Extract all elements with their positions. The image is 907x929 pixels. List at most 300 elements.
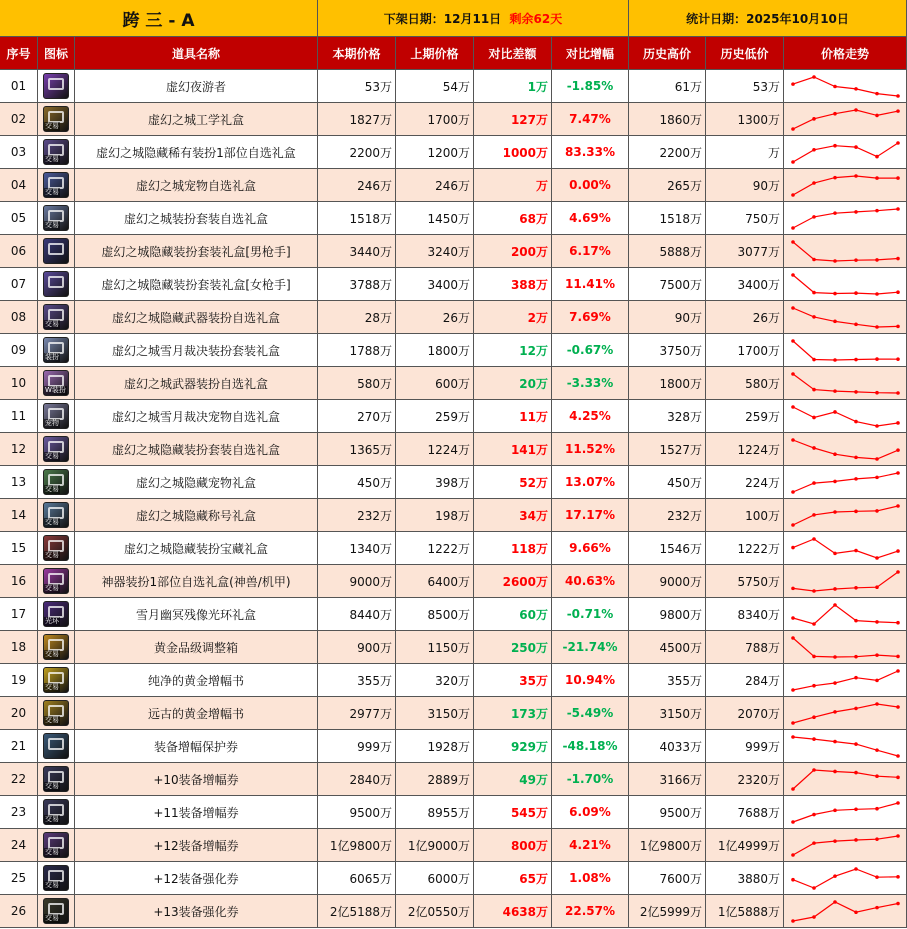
trend-line	[793, 341, 898, 360]
trend-point	[812, 415, 816, 419]
history-low-text: 259万	[745, 409, 780, 424]
item-icon-cell[interactable]	[38, 268, 75, 301]
item-name[interactable]	[75, 136, 318, 169]
item-name[interactable]	[75, 301, 318, 334]
price-change-percent	[552, 565, 629, 598]
item-name[interactable]	[75, 532, 318, 565]
delist-label: 下架日期：	[383, 11, 444, 26]
header-title	[0, 0, 318, 37]
row-number	[0, 895, 38, 928]
trend-point	[854, 258, 858, 262]
price-difference-text: 1万	[527, 79, 548, 94]
trend-point	[875, 113, 879, 117]
current-price-text: 28万	[364, 310, 392, 325]
history-low	[706, 829, 784, 862]
price-change-percent	[552, 268, 629, 301]
price-change-percent-text: 17.17%	[565, 508, 615, 522]
trend-point	[791, 306, 795, 310]
price-change-percent	[552, 103, 629, 136]
trend-sparkline	[787, 601, 904, 628]
weapon-costume-box-icon	[43, 370, 69, 396]
price-change-percent	[552, 367, 629, 400]
previous-price	[396, 730, 474, 763]
history-low	[706, 268, 784, 301]
row-number-text: 20	[10, 706, 27, 720]
price-change-percent	[552, 829, 629, 862]
current-price	[318, 499, 396, 532]
item-name-text: 虚幻之城隐藏称号礼盒	[135, 508, 256, 523]
trend-point	[791, 82, 795, 86]
history-high-text: 9800万	[659, 607, 702, 622]
previous-price-text: 1200万	[427, 145, 470, 160]
item-icon-cell[interactable]	[38, 664, 75, 697]
trend-point	[875, 154, 879, 158]
trend-point	[854, 455, 858, 459]
trend-point	[854, 910, 858, 914]
item-icon-cell[interactable]	[38, 466, 75, 499]
item-name[interactable]	[75, 169, 318, 202]
price-change-percent-text: -3.33%	[566, 376, 614, 390]
trend-sparkline	[787, 172, 904, 199]
history-low-text: 999万	[745, 739, 780, 754]
price-change-percent-text: 0.00%	[569, 178, 611, 192]
item-name-text: 虚幻夜游者	[165, 79, 226, 94]
history-low	[706, 730, 784, 763]
row-number	[0, 301, 38, 334]
row-number-text: 25	[10, 871, 27, 885]
trend-line	[793, 869, 898, 888]
price-change-percent-text: -0.71%	[566, 607, 614, 621]
trend-point	[875, 678, 879, 682]
price-difference	[474, 70, 552, 103]
item-icon-cell[interactable]	[38, 70, 75, 103]
price-difference-text: 2万	[527, 310, 548, 325]
history-low-text: 1300万	[737, 112, 780, 127]
trend-line	[793, 539, 898, 558]
item-name[interactable]	[75, 466, 318, 499]
history-high	[629, 829, 706, 862]
item-icon-cell[interactable]	[38, 598, 75, 631]
item-icon-cell[interactable]	[38, 301, 75, 334]
delist-date: 12月11日	[443, 11, 502, 26]
row-number	[0, 268, 38, 301]
item-tag: 交易	[45, 485, 59, 493]
price-change-percent-text: 6.09%	[569, 805, 611, 819]
current-price-text: 1518万	[349, 211, 392, 226]
history-low	[706, 499, 784, 532]
previous-price-text: 3150万	[427, 706, 470, 721]
item-icon-cell[interactable]	[38, 334, 75, 367]
item-name[interactable]	[75, 334, 318, 367]
item-name[interactable]	[75, 664, 318, 697]
item-name[interactable]	[75, 631, 318, 664]
trend-point	[812, 75, 816, 79]
price-change-percent-text: 6.17%	[569, 244, 611, 258]
previous-price-text: 1224万	[427, 442, 470, 457]
trend-point	[896, 654, 900, 658]
previous-price	[396, 268, 474, 301]
trend-point	[833, 900, 837, 904]
history-high-text: 2200万	[659, 145, 702, 160]
trend-point	[875, 509, 879, 513]
trend-point	[854, 585, 858, 589]
item-name-text: 黄金品级调整箱	[153, 640, 238, 655]
history-low	[706, 136, 784, 169]
row-number	[0, 565, 38, 598]
price-difference-text: 388万	[510, 277, 548, 292]
history-low	[706, 697, 784, 730]
price-trend	[784, 103, 907, 136]
protect-ticket-icon	[43, 733, 69, 759]
price-difference-text: 68万	[519, 211, 548, 226]
item-icon-cell[interactable]	[38, 103, 75, 136]
price-difference	[474, 730, 552, 763]
item-icon-cell[interactable]	[38, 895, 75, 928]
item-name-text: 虚幻之城隐藏稀有装扮1部位自选礼盒	[96, 145, 296, 160]
price-change-percent	[552, 697, 629, 730]
history-high	[629, 268, 706, 301]
item-tag: 交易	[45, 122, 59, 130]
row-number	[0, 598, 38, 631]
trend-point	[854, 357, 858, 361]
current-price-text: 355万	[357, 673, 392, 688]
trend-point	[896, 448, 900, 452]
row-number-text: 26	[10, 904, 27, 918]
column-header-no	[0, 37, 38, 70]
mecha-box-icon	[43, 568, 69, 594]
item-tag: 交易	[45, 221, 59, 229]
current-price	[318, 268, 396, 301]
item-name[interactable]	[75, 598, 318, 631]
history-high-text: 1800万	[659, 376, 702, 391]
item-icon-cell[interactable]	[38, 730, 75, 763]
trend-sparkline	[787, 535, 904, 562]
item-icon-cell[interactable]	[38, 631, 75, 664]
gunner-m-box-icon	[43, 238, 69, 264]
item-name-text: 虚幻之城雪月裁决装扮套装礼盒	[111, 343, 280, 358]
trend-line	[793, 671, 898, 690]
item-name[interactable]	[75, 895, 318, 928]
price-difference-text: 141万	[510, 442, 548, 457]
history-high-text: 355万	[667, 673, 702, 688]
trend-point	[833, 452, 837, 456]
price-change-percent	[552, 532, 629, 565]
trend-point	[833, 389, 837, 393]
history-high	[629, 202, 706, 235]
pure-gold-scroll-icon	[43, 667, 69, 693]
price-trend	[784, 70, 907, 103]
trend-point	[854, 322, 858, 326]
item-name[interactable]	[75, 433, 318, 466]
item-name[interactable]	[75, 763, 318, 796]
trend-point	[896, 901, 900, 905]
item-icon-cell[interactable]	[38, 499, 75, 532]
hidden-pet-box-icon	[43, 469, 69, 495]
trend-point	[791, 372, 795, 376]
row-number-text: 06	[10, 244, 27, 258]
price-difference	[474, 367, 552, 400]
trend-sparkline	[787, 766, 904, 793]
current-price	[318, 235, 396, 268]
price-change-percent-text: 4.21%	[569, 838, 611, 852]
item-name[interactable]	[75, 565, 318, 598]
item-name[interactable]	[75, 103, 318, 136]
item-icon-cell[interactable]	[38, 796, 75, 829]
history-low-text: 3880万	[737, 871, 780, 886]
trend-point	[812, 841, 816, 845]
trend-point	[875, 702, 879, 706]
item-name[interactable]	[75, 400, 318, 433]
item-icon-cell[interactable]	[38, 862, 75, 895]
current-price	[318, 301, 396, 334]
trend-line	[793, 110, 898, 129]
item-icon-cell[interactable]	[38, 367, 75, 400]
price-change-percent	[552, 433, 629, 466]
trend-point	[875, 390, 879, 394]
history-low-text: 3077万	[737, 244, 780, 259]
history-low-text: 750万	[745, 211, 780, 226]
trend-line	[793, 209, 898, 228]
ancient-gold-scroll-icon	[43, 700, 69, 726]
trend-point	[875, 457, 879, 461]
gold-adjust-box-icon	[43, 634, 69, 660]
history-high	[629, 895, 706, 928]
column-header-pct	[552, 37, 629, 70]
column-header-label: 本期价格	[332, 46, 381, 61]
price-trend	[784, 532, 907, 565]
history-high-text: 9000万	[659, 574, 702, 589]
history-high-text: 7500万	[659, 277, 702, 292]
price-trend	[784, 730, 907, 763]
trend-point	[833, 681, 837, 685]
trend-point	[896, 94, 900, 98]
trend-point	[896, 705, 900, 709]
row-number	[0, 763, 38, 796]
trend-point	[791, 787, 795, 791]
previous-price-text: 2889万	[427, 772, 470, 787]
history-low	[706, 169, 784, 202]
trend-point	[791, 193, 795, 197]
trend-sparkline	[787, 436, 904, 463]
item-tag: 装扮	[45, 353, 59, 361]
previous-price-text: 1450万	[427, 211, 470, 226]
price-change-percent-text: -21.74%	[562, 640, 618, 654]
price-difference	[474, 301, 552, 334]
price-change-percent-text: 11.52%	[565, 442, 615, 456]
row-number-text: 04	[10, 178, 27, 192]
current-price-text: 9500万	[349, 805, 392, 820]
history-high-text: 7600万	[659, 871, 702, 886]
trend-point	[812, 915, 816, 919]
current-price-text: 246万	[357, 178, 392, 193]
price-difference	[474, 268, 552, 301]
price-difference-text: 20万	[519, 376, 548, 391]
trend-point	[833, 211, 837, 215]
item-icon-cell[interactable]	[38, 169, 75, 202]
item-icon-cell[interactable]	[38, 532, 75, 565]
trend-point	[812, 537, 816, 541]
item-tag: 宠物	[45, 419, 59, 427]
item-name[interactable]	[75, 697, 318, 730]
trend-point	[812, 768, 816, 772]
item-tag: 交易	[45, 716, 59, 724]
row-number	[0, 367, 38, 400]
item-icon-cell[interactable]	[38, 136, 75, 169]
price-difference-text: 800万	[510, 838, 548, 853]
trend-point	[875, 806, 879, 810]
history-low	[706, 598, 784, 631]
current-price-text: 1亿9800万	[329, 838, 392, 853]
trend-point	[896, 620, 900, 624]
price-change-percent-text: 1.08%	[569, 871, 611, 885]
item-icon-cell[interactable]	[38, 565, 75, 598]
price-difference	[474, 598, 552, 631]
previous-price	[396, 103, 474, 136]
row-number-text: 12	[10, 442, 27, 456]
price-difference	[474, 565, 552, 598]
trend-point	[875, 258, 879, 262]
column-header-label: 序号	[6, 46, 31, 61]
trend-sparkline	[787, 502, 904, 529]
price-change-percent	[552, 301, 629, 334]
row-number	[0, 334, 38, 367]
item-name-text: 远古的黄金增幅书	[147, 706, 244, 721]
item-name[interactable]	[75, 730, 318, 763]
item-icon-cell[interactable]	[38, 433, 75, 466]
previous-price-text: 600万	[435, 376, 470, 391]
trend-point	[854, 706, 858, 710]
trend-point	[896, 391, 900, 395]
history-high-text: 61万	[674, 79, 702, 94]
price-difference-text: 49万	[519, 772, 548, 787]
history-low-text: 2320万	[737, 772, 780, 787]
item-icon-cell[interactable]	[38, 235, 75, 268]
trend-line	[793, 902, 898, 921]
item-icon-cell[interactable]	[38, 697, 75, 730]
history-low-text: 100万	[745, 508, 780, 523]
previous-price-text: 8955万	[427, 805, 470, 820]
column-header-label: 历史高价	[642, 46, 691, 61]
item-name[interactable]	[75, 499, 318, 532]
previous-price-text: 320万	[435, 673, 470, 688]
history-low	[706, 103, 784, 136]
price-trend	[784, 268, 907, 301]
item-icon-cell[interactable]	[38, 763, 75, 796]
trend-sparkline	[787, 337, 904, 364]
row-number-text: 22	[10, 772, 27, 786]
price-change-percent	[552, 169, 629, 202]
row-number	[0, 664, 38, 697]
price-change-percent-text: 7.47%	[569, 112, 611, 126]
history-low	[706, 301, 784, 334]
price-trend	[784, 169, 907, 202]
column-header-label: 对比差额	[488, 46, 537, 61]
current-price-text: 1788万	[349, 343, 392, 358]
trend-point	[791, 545, 795, 549]
trend-point	[791, 820, 795, 824]
price-difference-text: 万	[535, 178, 548, 193]
trend-point	[854, 548, 858, 552]
column-header-label: 图标	[43, 46, 68, 61]
item-tag: 交易	[45, 650, 59, 658]
row-number	[0, 532, 38, 565]
item-name[interactable]	[75, 829, 318, 862]
price-difference-text: 1000万	[502, 145, 548, 160]
trend-point	[812, 654, 816, 658]
row-number	[0, 499, 38, 532]
trend-point	[854, 675, 858, 679]
history-low	[706, 400, 784, 433]
item-name[interactable]	[75, 862, 318, 895]
price-change-percent	[552, 631, 629, 664]
trend-point	[812, 622, 816, 626]
previous-price-text: 259万	[435, 409, 470, 424]
item-icon-cell[interactable]	[38, 202, 75, 235]
price-trend	[784, 202, 907, 235]
history-low-text: 1224万	[737, 442, 780, 457]
item-name[interactable]	[75, 235, 318, 268]
aura-box-icon	[43, 601, 69, 627]
treasure-box-icon	[43, 535, 69, 561]
item-icon-cell[interactable]	[38, 829, 75, 862]
hidden-costume-box-icon	[43, 436, 69, 462]
price-change-percent	[552, 334, 629, 367]
history-low	[706, 532, 784, 565]
trend-line	[793, 506, 898, 525]
item-name[interactable]	[75, 367, 318, 400]
trend-sparkline	[787, 271, 904, 298]
price-trend	[784, 400, 907, 433]
history-high	[629, 367, 706, 400]
trend-point	[833, 175, 837, 179]
history-high	[629, 235, 706, 268]
item-name[interactable]	[75, 796, 318, 829]
trend-line	[793, 308, 898, 327]
row-number	[0, 466, 38, 499]
item-icon-cell[interactable]	[38, 400, 75, 433]
item-name-text: 虚幻之城隐藏装扮套装礼盒[男枪手]	[101, 244, 291, 259]
trend-point	[791, 226, 795, 230]
item-name[interactable]	[75, 268, 318, 301]
trend-sparkline	[787, 700, 904, 727]
price-trend	[784, 862, 907, 895]
trend-point	[812, 446, 816, 450]
previous-price	[396, 169, 474, 202]
previous-price	[396, 334, 474, 367]
trend-sparkline	[787, 106, 904, 133]
trend-sparkline	[787, 469, 904, 496]
trend-point	[875, 91, 879, 95]
item-name[interactable]	[75, 70, 318, 103]
trend-point	[791, 490, 795, 494]
row-number-text: 13	[10, 475, 27, 489]
column-header-name	[75, 37, 318, 70]
row-number	[0, 796, 38, 829]
current-price	[318, 433, 396, 466]
column-header-trend	[784, 37, 907, 70]
history-high-text: 328万	[667, 409, 702, 424]
history-high	[629, 598, 706, 631]
history-low	[706, 334, 784, 367]
trend-point	[854, 477, 858, 481]
price-trend	[784, 367, 907, 400]
row-number-text: 05	[10, 211, 27, 225]
row-number	[0, 697, 38, 730]
item-name[interactable]	[75, 202, 318, 235]
current-price-text: 2200万	[349, 145, 392, 160]
previous-price	[396, 466, 474, 499]
previous-price	[396, 829, 474, 862]
